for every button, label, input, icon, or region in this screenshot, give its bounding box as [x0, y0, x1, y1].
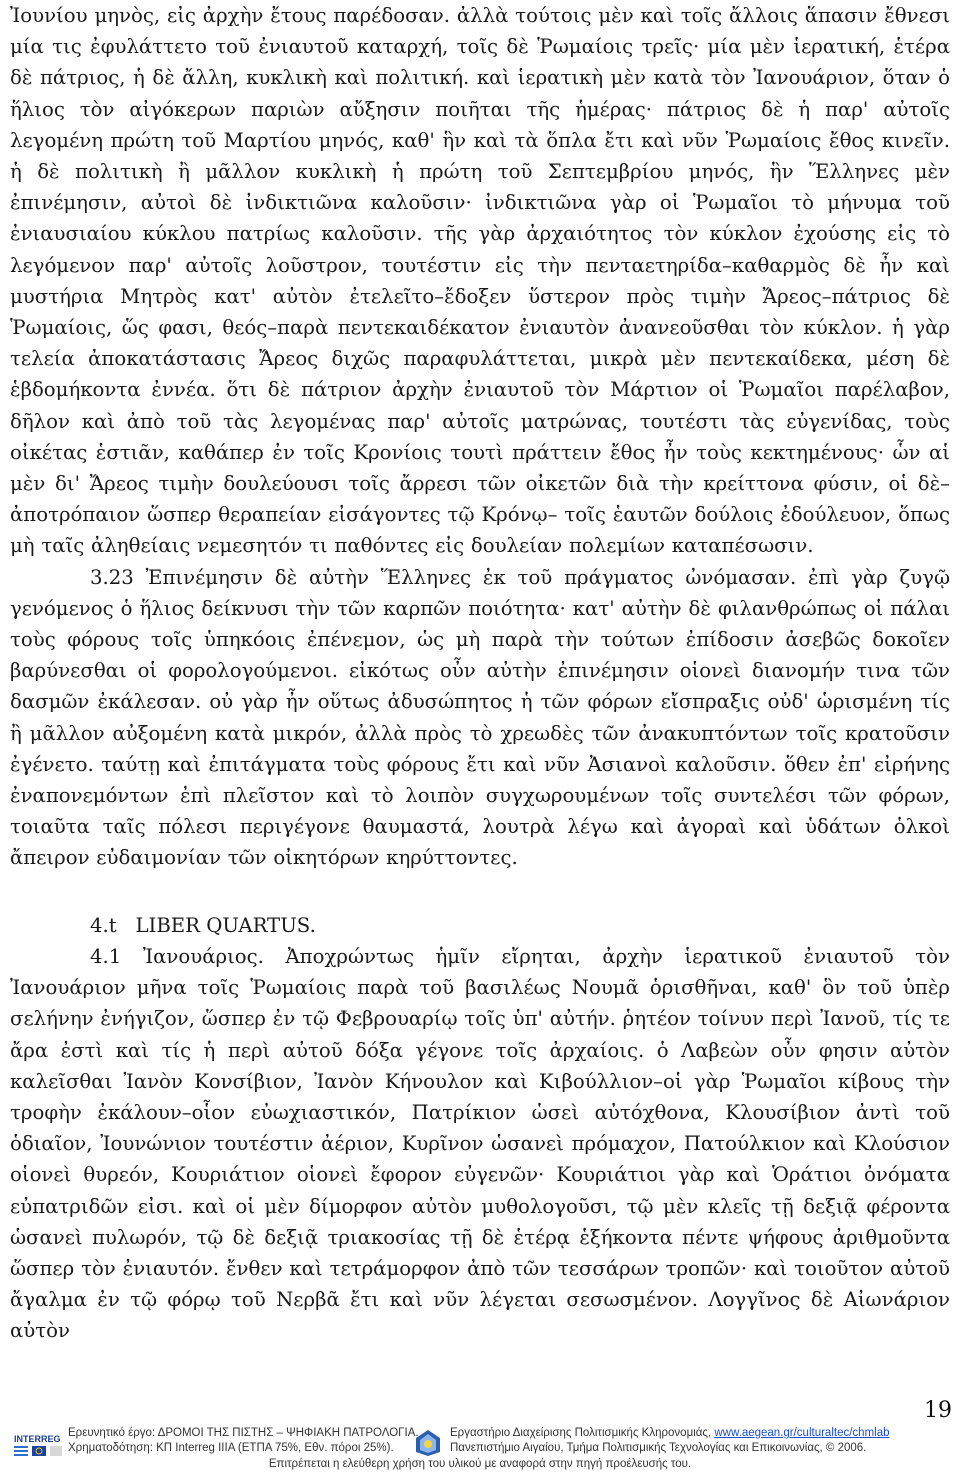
- footer-lab-line: [450, 1426, 890, 1441]
- footer-funding-info: [68, 1426, 419, 1456]
- footer-university-line: Πανεπιστήμιο Αιγαίου, Τμήμα Πολιτισμικής Τεχνολογίας και Επικοινωνίας, © 2006.: [450, 1442, 867, 1454]
- section-paragraph: 4.1 Ἰανουάριος. Ἀποχρώντως ἡμῖν εἴρηται, ἀρχὴν ἱερατικοῦ ἐνιαυτοῦ τὸν Ἰανουάριον μῆνα τοῖς Ῥωμαίοις παρὰ τοῦ βασιλέως Νουμᾶ ὁρισθῆναι, καθ' ὃν τοῦ ὑπὲρ σελήνην ἐνήγιζον, ὥσπερ ἐν τῷ Φεβρουαρίῳ τοῖς ὑπ' αὐτήν. ῥητέον τοίνυν περὶ Ἰανοῦ, τίς τε ἄρα ἐστὶ καὶ τίς ἡ περὶ αὐτοῦ δόξα γέγονε τοῖς ἀρχαίοις. ὁ Λαβεὼν οὖν φησιν αὐτὸν καλεῖσθαι Ἰανὸν Κονσίβιον, Ἰανὸν Κήνουλον καὶ Κιβούλλιον–οἱ γὰρ Ῥωμαῖοι κίβους τὴν τροφὴν ἐκάλουν–οἷον εὐωχιαστικόν, Πατρίκιον ὡσεὶ αὐτόχθονα, Κλουσίβιον ἀντὶ τοῦ ὁδιαῖον, Ἰουνώνιον τουτέστιν ἀέριον, Κυρῖνον ὡσανεὶ πρόμαχον, Πατούλκιον καὶ Κλούσιον οἱονεὶ θυρεόν, Κουριάτιον οἱονεὶ ἔφορον εὐγενῶν· Κουριάτιοι γὰρ καὶ Ὁράτιοι ὀνόματα εὐπατριδῶν εἰσι. καὶ οἱ μὲν δίμορφον αὐτὸν μυθολογοῦσι, τῷ μὲν κλεῖς τῇ δεξιᾷ φέροντα ὡσανεὶ πυλωρόν, τῷ δὲ δεξιᾷ τριακοσίας τῇ δὲ ἑτέρᾳ ἑξήκοντα πέντε ψήφους ἀριθμοῦντα ὥσπερ τὸν ἐνιαυτόν. ἔνθεν καὶ τετράμορφον ἀπὸ τῶν τεσσάρων τροπῶν· καὶ τοιοῦτον αὐτοῦ ἄγαλμα ἐν τῷ φόρῳ τοῦ Νερβᾶ ἔτι καὶ νῦν λέγεται σεσωσμένον. Λογγῖνος δὲ Αἰωνάριον αὐτὸν: [10, 944, 950, 1343]
- section-heading: 4.t LIBER QUARTUS.: [90, 913, 316, 937]
- aegean-university-logo-icon: [414, 1428, 442, 1458]
- lab-website-link[interactable]: www.aegean.gr/culturaltec/chmlab: [714, 1427, 890, 1439]
- body-paragraph-1: Ἰουνίου μηνὸς, εἰς ἀρχὴν ἔτους παρέδοσαν. ἀλλὰ τούτοις μὲν καὶ τοῖς ἄλλοις ἅπασιν ἔθνεσι μία τις ἐφυλάττετο τοῦ ἐνιαυτοῦ καταρχή, τοῖς δὲ Ῥωμαίοις τρεῖς· μία μὲν ἱερατική, ἑτέρα δὲ πάτριος, ἡ δὲ ἄλλη, κυκλικὴ καὶ πολιτική. καὶ ἱερατικὴ μὲν κατὰ τὸν Ἰανουάριον, ὅταν ὁ ἥλιος τὸν αἰγόκερων παριὼν αὔξησιν ποιῆται τῆς ἡμέρας· πάτριος δὲ ἡ παρ' αὐτοῖς λεγομένη πρώτη τοῦ Μαρτίου μηνός, καθ' ἣν καὶ τὰ ὅπλα ἔτι καὶ νῦν Ῥωμαίοις ἔθος κινεῖν. ἡ δὲ πολιτικὴ ἢ μᾶλλον κυκλικὴ ἡ πρώτη τοῦ Σεπτεμβρίου μηνός, ἣν Ἕλληνες μὲν ἐπινέμησιν, αὐτοὶ δὲ ἰνδικτιῶνα καλοῦσιν· ἰνδικτιῶνα γὰρ οἱ Ῥωμαῖοι τὸ μήνυμα τοῦ ἐνιαυσιαίου κύκλου πατρίως καλοῦσιν. τῆς γὰρ ἀρχαιότητος τὸν κύκλον ἐχούσης εἰς τὸ λεγόμενον παρ' αὐτοῖς λοῦστρον, τουτέστιν εἰς τὴν πενταετηρίδα–καθαρμὸς δὲ ἦν καὶ μυστήρια Μητρὸς κατ' αὐτὸν ἐτελεῖτο–ἔδοξεν ὕστερον πρὸς τιμὴν Ἄρεος–πάτριος δὲ Ῥωμαίοις, ὥς φασι, θεός–παρὰ πεντεκαιδέκατον ἐνιαυτὸν ἀνανεοῦσθαι τὸν κύκλον. ἡ γὰρ τελεία ἀποκατάστασις Ἄρεος διχῶς παραφυλάττεται, μικρὰ μὲν πεντεκαίδεκα, μέση δὲ ἑβδομήκοντα ἐννέα. ὅτι δὲ πάτριον ἀρχὴν ἐνιαυτοῦ τὸν Μάρτιον οἱ Ῥωμαῖοι παρέλαβον, δῆλον καὶ ἀπὸ τοῦ τὰς λεγομένας παρ' αὐτοῖς ματρώνας, τουτέστι τὰς εὐγενίδας, τοὺς οἰκέτας ἑστιᾶν, καθάπερ ἐν τοῖς Κρονίοις τουτὶ πράττειν ἔθος ἦν τοὺς κεκτημένους· ὧν αἱ μὲν δι' Ἄρεος τιμὴν δουλεύουσι τοῖς ἄρρεσι τῶν οἰκετῶν διὰ τὴν κρείττονα φύσιν, οἱ δὲ– ἀποτρόπαιον ὥσπερ θεραπείαν εἰσάγοντες τῷ Κρόνῳ– τοῖς ἑαυτῶν δούλοις ἐδούλευον, ὅπως μὴ ταῖς ἀληθείαις νεμεσητόν τι παθόντες εἰς δουλείαν πολεμίων καταπέσωσιν.: [10, 4, 950, 558]
- footer-usage-notice: Επιτρέπεται η ελεύθερη χρήση του υλικού με αναφορά στην πηγή προέλευσής του.: [268, 1458, 692, 1470]
- page-number: 19: [924, 1398, 952, 1423]
- footer-funding-line: Χρηματοδότηση: ΚΠ Interreg IIIA (ΕΤΠΑ 75%, Εθν. πόροι 25%).: [68, 1442, 394, 1454]
- page-footer: [0, 1420, 960, 1477]
- footer-lab-text: Εργαστήριο Διαχείρισης Πολιτισμικής Κληρονομιάς,: [450, 1427, 715, 1439]
- body-paragraph-2: 3.23 Ἐπινέμησιν δὲ αὐτὴν Ἕλληνες ἐκ τοῦ πράγματος ὠνόμασαν. ἐπὶ γὰρ ζυγῷ γενόμενος ὁ ἥλιος δείκνυσι τὴν τῶν καρπῶν ποιότητα· κατ' αὐτὴν δὲ φιλανθρώπως οἱ πάλαι τοὺς φόρους τοῖς ὑπηκόοις ἐπένεμον, ὡς μὴ παρὰ τὴν τούτων ἐπίδοσιν ἀσεβῶς δοκοῖεν βαρύνεσθαι οἱ φορολογούμενοι. εἰκότως οὖν αὐτὴν ἐπινέμησιν οἱονεὶ διανομήν τινα τῶν δασμῶν ἐκάλεσαν. οὐ γὰρ ἦν οὕτως ἀδυσώπητος ἡ τῶν φόρων εἴσπραξις οὐδ' ὡρισμένη τίς ἢ μᾶλλον αὐξομένη κατὰ μικρόν, ἀλλὰ πρὸς τὸ χρεωδὲς τῶν ἀνακυπτόντων τοῖς κρατοῦσιν ἐγένετο. ταύτῃ καὶ ἐπιτάγματα τοὺς φόρους ἔτι καὶ νῦν Ἀσιανοὶ καλοῦσιν. ὅθεν ἐπ' εἰρήνης ἐναπονεμόντων ἐπὶ πλεῖστον καὶ τὸ λοιπὸν συγχωρουμένων τοῖς συντελέσι τῶν φόρων, τοιαῦτα ταῖς πόλεσι περιγέγονε θαυμαστά, λουτρὰ λέγω καὶ ἀγοραὶ καὶ ὑδάτων ὁλκοὶ ἄπειρον εὐδαιμονίαν τῶν οἰκητόρων κηρύττοντες.: [10, 565, 950, 870]
- footer-project-line: Ερευνητικό έργο: ΔΡΟΜΟΙ ΤΗΣ ΠΙΣΤΗΣ – ΨΗΦΙΑΚΗ ΠΑΤΡΟΛΟΓΙΑ.: [68, 1427, 419, 1439]
- svg-text:INTERREG: INTERREG: [14, 1434, 61, 1444]
- footer-lab-info: [450, 1426, 890, 1456]
